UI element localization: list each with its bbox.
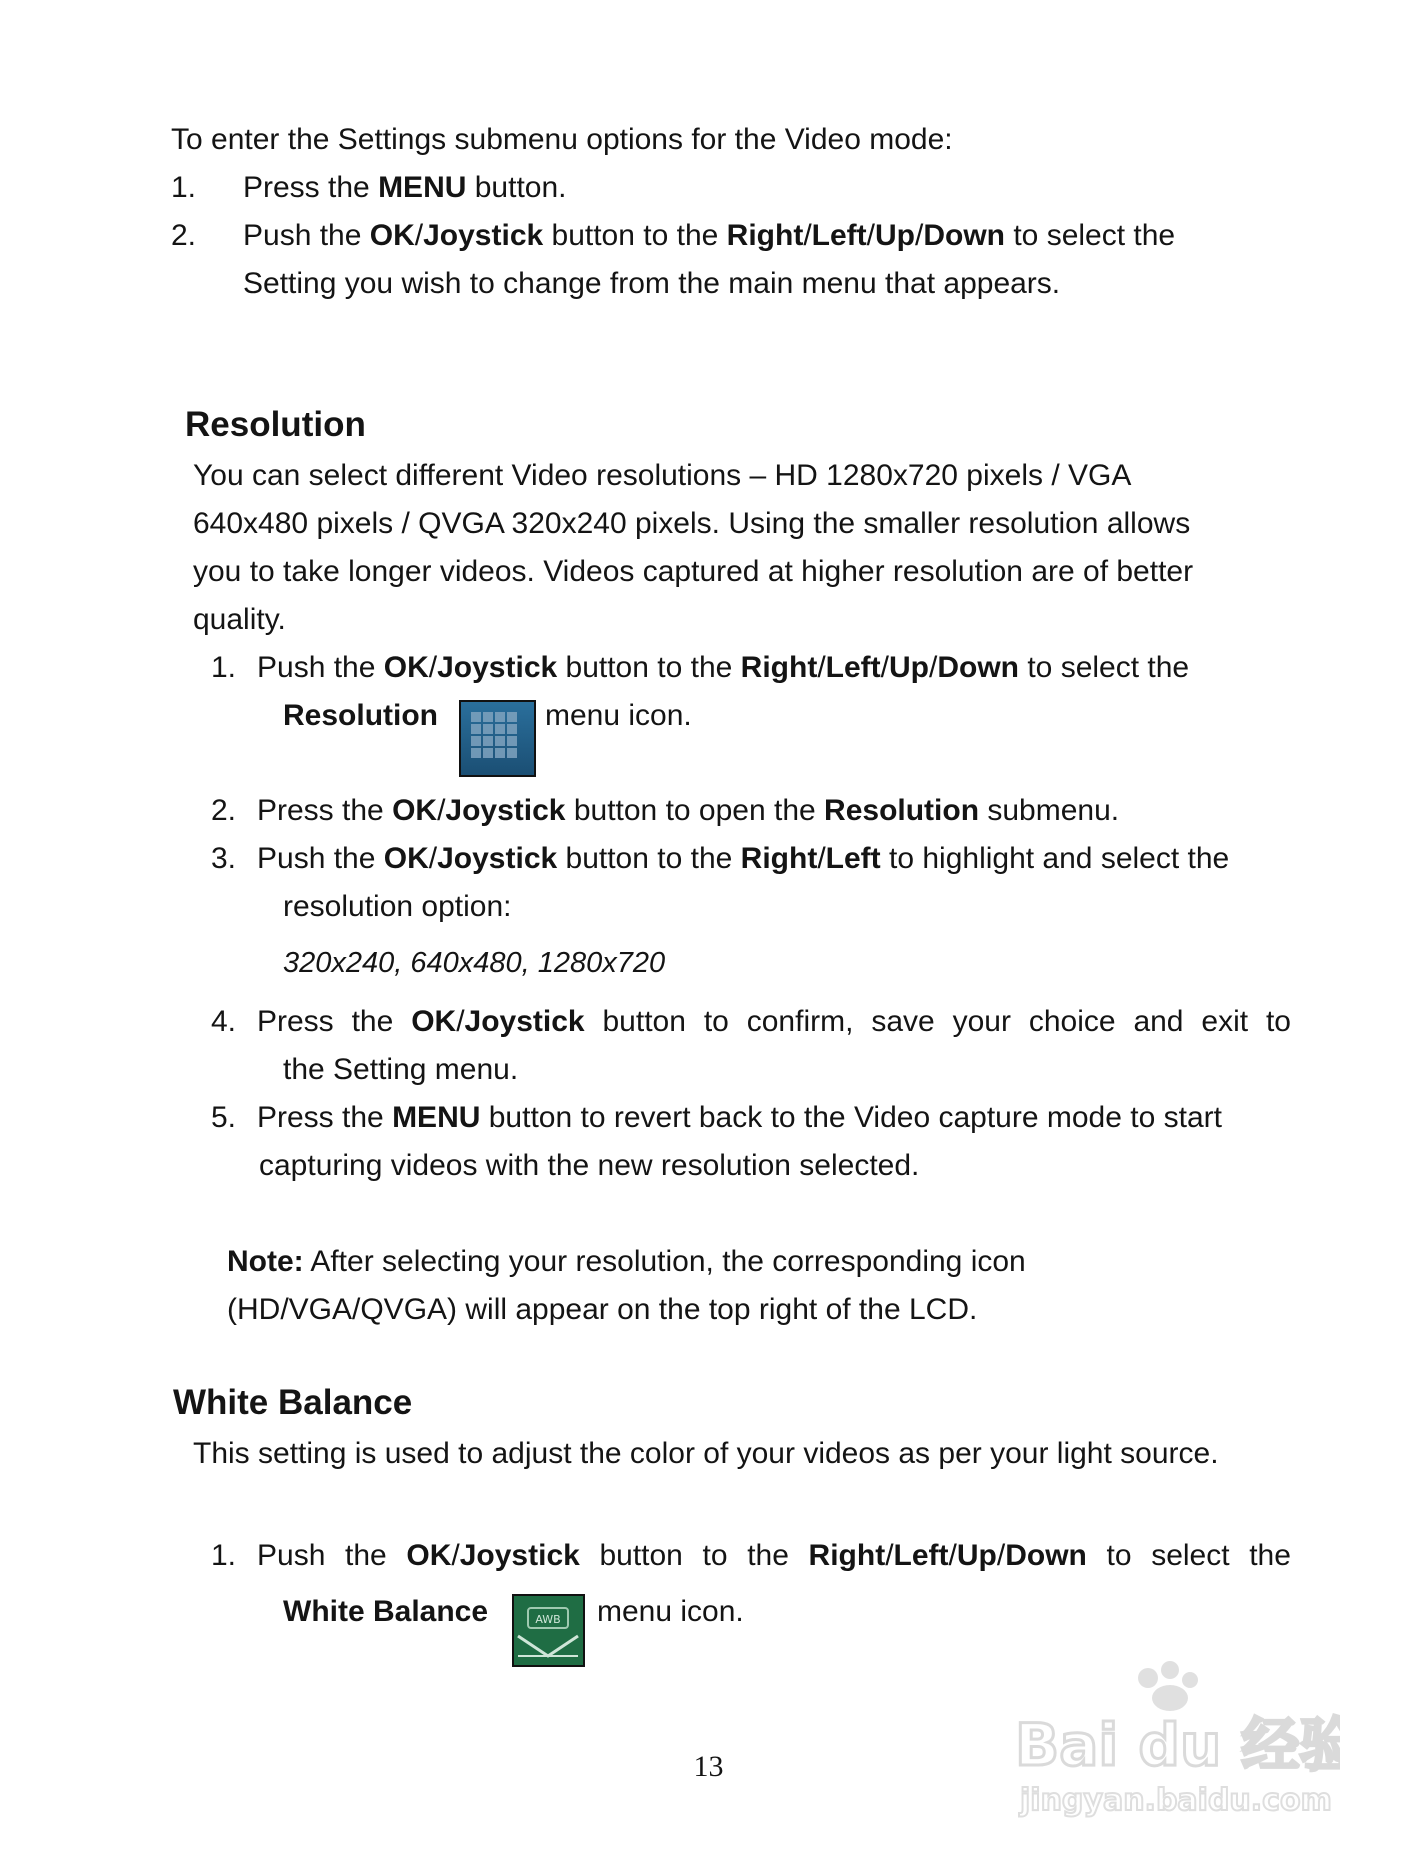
intro-step-1: Press the MENU button. — [243, 171, 567, 204]
step-number: 1. — [171, 171, 197, 204]
resolution-step-4: Press the OK/Joystick button to confirm, save your choice and exit to — [257, 1005, 1291, 1038]
step-number: 2. — [211, 794, 237, 827]
note-cont: (HD/VGA/QVGA) will appear on the top right of the LCD. — [227, 1293, 978, 1326]
svg-text:jingyan.baidu.com: jingyan.baidu.com — [1020, 1783, 1332, 1818]
svg-text:Bai du 经验: Bai du 经验 — [1015, 1711, 1340, 1779]
resolution-step-5-cont: capturing videos with the new resolution selected. — [259, 1149, 920, 1182]
intro-step-2-cont: Setting you wish to change from the main menu that appears. — [243, 267, 1061, 300]
section-heading-white-balance: White Balance — [173, 1383, 413, 1422]
note: Note: After selecting your resolution, the corresponding icon — [227, 1245, 1026, 1278]
resolution-step-3-cont: resolution option: — [283, 890, 512, 923]
white-balance-step-1: Push the OK/Joystick button to the Right/Left/Up/Down to select the — [257, 1539, 1291, 1572]
step-number: 1. — [211, 651, 237, 684]
section-heading-resolution: Resolution — [185, 405, 366, 444]
white-balance-step-1-tail: menu icon. — [597, 1595, 744, 1628]
white-balance-para: This setting is used to adjust the color of your videos as per your light source. — [193, 1437, 1219, 1470]
resolution-grid-icon — [459, 700, 536, 777]
intro-step-2: Push the OK/Joystick button to the Right/Left/Up/Down to select the — [243, 219, 1176, 252]
resolution-para-line: You can select different Video resolutions – HD 1280x720 pixels / VGA — [193, 459, 1132, 492]
step-number: 3. — [211, 842, 237, 875]
step-number: 1. — [211, 1539, 237, 1572]
svg-text:AWB: AWB — [535, 1613, 561, 1626]
step-number: 2. — [171, 219, 197, 252]
resolution-step-5: Press the MENU button to revert back to the Video capture mode to start — [257, 1101, 1222, 1134]
resolution-para-line: you to take longer videos. Videos captured at higher resolution are of better — [193, 555, 1194, 588]
step-number: 5. — [211, 1101, 237, 1134]
resolution-step-2: Press the OK/Joystick button to open the Resolution submenu. — [257, 794, 1120, 827]
resolution-para-line: 640x480 pixels / QVGA 320x240 pixels. Using the smaller resolution allows — [193, 507, 1191, 540]
page-number: 13 — [693, 1750, 724, 1783]
resolution-step-1-tail: menu icon. — [545, 699, 692, 732]
resolution-step-4-cont: the Setting menu. — [283, 1053, 519, 1086]
white-balance-awb-icon — [512, 1594, 585, 1667]
intro-line: To enter the Settings submenu options for the Video mode: — [171, 123, 953, 156]
white-balance-step-1-label: White Balance — [283, 1595, 489, 1628]
resolution-step-1-label: Resolution — [283, 699, 438, 732]
resolution-options: 320x240, 640x480, 1280x720 — [283, 947, 666, 979]
resolution-step-3: Push the OK/Joystick button to the Right/Left to highlight and select the — [257, 842, 1230, 875]
resolution-para-line: quality. — [193, 603, 286, 636]
baidu-watermark — [1010, 1660, 1340, 1820]
step-number: 4. — [211, 1005, 237, 1038]
resolution-step-1: Push the OK/Joystick button to the Right/Left/Up/Down to select the — [257, 651, 1190, 684]
